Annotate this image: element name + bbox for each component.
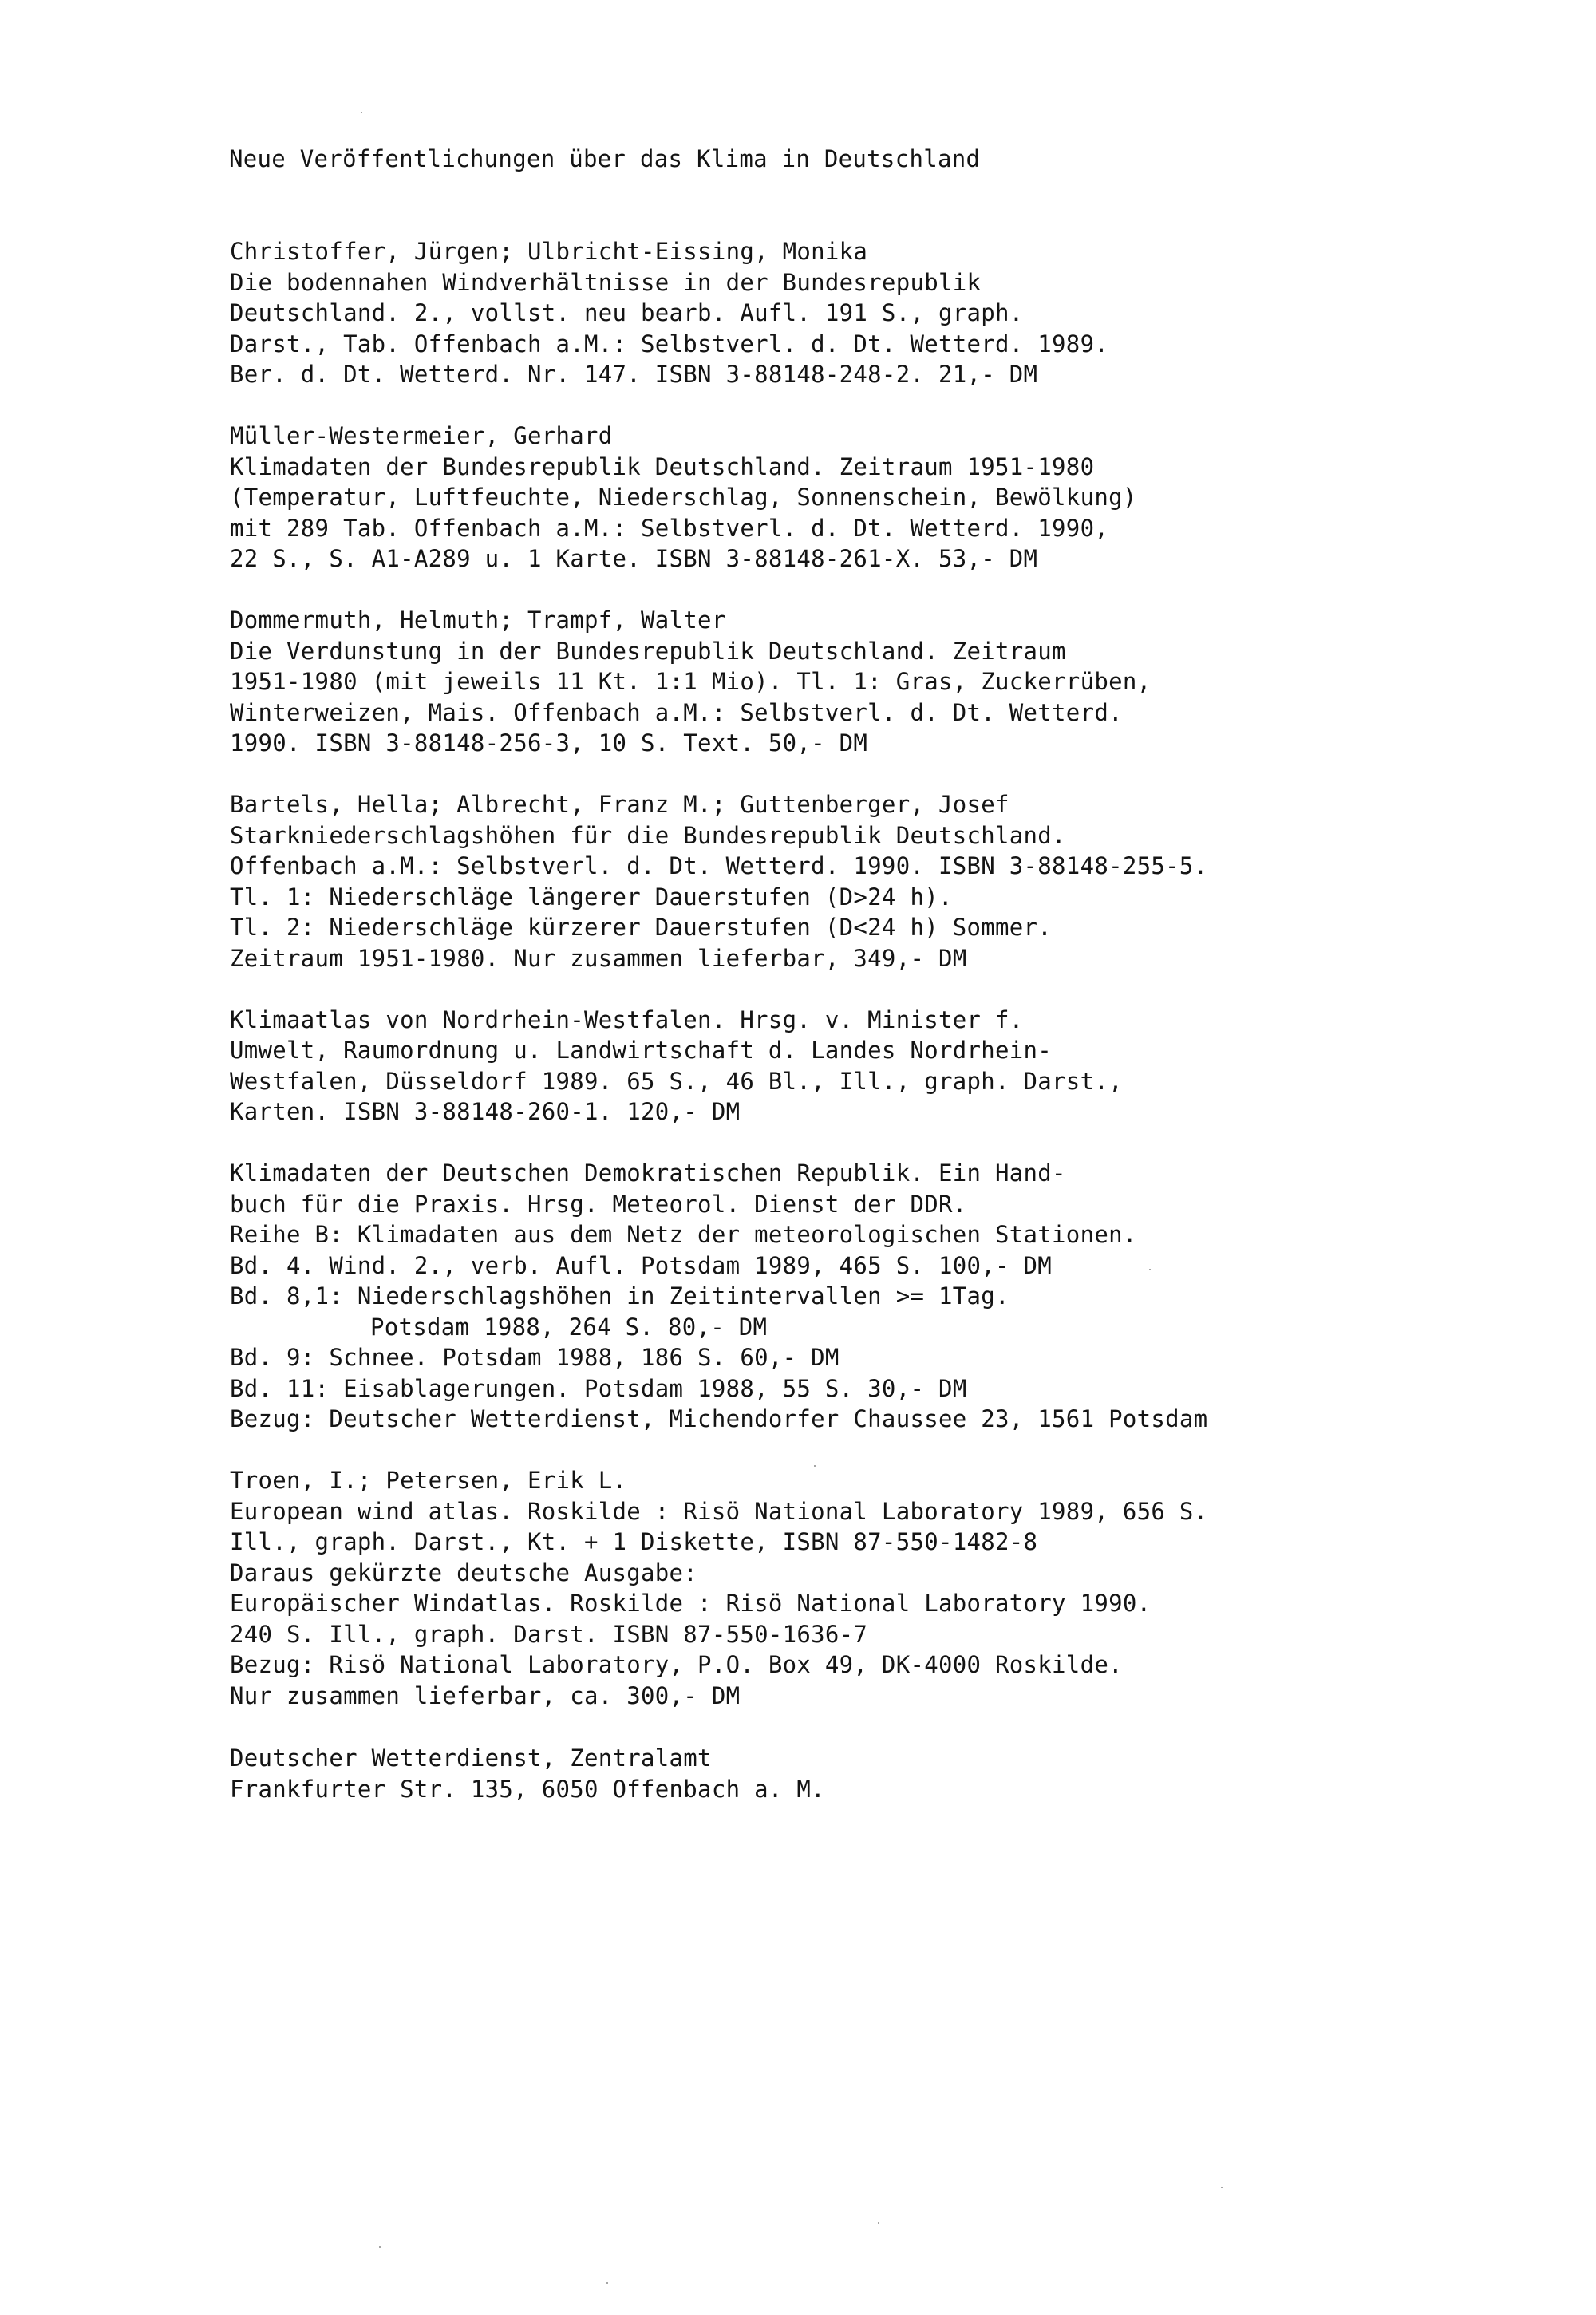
entry-authors: Bartels, Hella; Albrecht, Franz M.; Guttenberger, Josef <box>230 791 1009 818</box>
publication-entry <box>230 605 1570 759</box>
publication-entry <box>230 1465 1570 1711</box>
publisher-address <box>230 1743 825 1804</box>
entry-line: 240 S. Ill., graph. Darst. ISBN 87-550-1636-7 <box>230 1620 868 1648</box>
page-title: Neue Veröffentlichungen über das Klima in Deutschland <box>229 145 981 172</box>
entry-authors: Müller-Westermeier, Gerhard <box>230 422 613 449</box>
publication-list <box>230 236 1570 1742</box>
entry-line: Ill., graph. Darst., Kt. + 1 Diskette, ISBN 87-550-1482-8 <box>230 1528 1038 1555</box>
entry-line: 1990. ISBN 3-88148-256-3, 10 S. Text. 50,- DM <box>230 729 868 757</box>
entry-line: Bezug: Deutscher Wetterdienst, Michendorfer Chaussee 23, 1561 Potsdam <box>230 1405 1208 1432</box>
entry-line: Die Verdunstung in der Bundesrepublik Deutschland. Zeitraum <box>230 637 1066 665</box>
entry-authors: Troen, I.; Petersen, Erik L. <box>230 1467 627 1494</box>
entry-line: Karten. ISBN 3-88148-260-1. 120,- DM <box>230 1098 741 1125</box>
entry-line: Klimadaten der Bundesrepublik Deutschland. Zeitraum 1951-1980 <box>230 452 1095 480</box>
entry-line: Deutschland. 2., vollst. neu bearb. Aufl. 191 S., graph. <box>230 299 1024 326</box>
entry-title: Klimadaten der Deutschen Demokratischen Republik. Ein Hand- <box>230 1159 1066 1187</box>
publication-entry <box>230 236 1570 390</box>
entry-line: Offenbach a.M.: Selbstverl. d. Dt. Wetterd. 1990. ISBN 3-88148-255-5. <box>230 852 1208 879</box>
entry-line: Reihe B: Klimadaten aus dem Netz der meteorologischen Stationen. <box>230 1221 1137 1248</box>
entry-line: Winterweizen, Mais. Offenbach a.M.: Selbstverl. d. Dt. Wetterd. <box>230 698 1123 726</box>
entry-line: Zeitraum 1951-1980. Nur zusammen lieferbar, 349,- DM <box>230 944 967 972</box>
entry-line: Bezug: Risö National Laboratory, P.O. Box 49, DK-4000 Roskilde. <box>230 1651 1123 1678</box>
entry-line: Bd. 11: Eisablagerungen. Potsdam 1988, 55 S. 30,- DM <box>230 1374 967 1402</box>
scan-speck <box>606 2282 608 2284</box>
entry-line: Daraus gekürzte deutsche Ausgabe: <box>230 1558 698 1586</box>
entry-line: Umwelt, Raumordnung u. Landwirtschaft d. Landes Nordrhein- <box>230 1037 1053 1064</box>
address-line: Frankfurter Str. 135, 6050 Offenbach a. M. <box>230 1775 825 1803</box>
entry-line: Potsdam 1988, 264 S. 80,- DM <box>370 1313 768 1341</box>
entry-line: Tl. 1: Niederschläge längerer Dauerstufen (D>24 h). <box>230 883 953 911</box>
entry-line: 22 S., S. A1-A289 u. 1 Karte. ISBN 3-88148-261-X. 53,- DM <box>230 545 1038 572</box>
address-line: Deutscher Wetterdienst, Zentralamt <box>230 1744 712 1772</box>
entry-line: Westfalen, Düsseldorf 1989. 65 S., 46 Bl., Ill., graph. Darst., <box>230 1067 1123 1095</box>
scan-speck <box>1149 1269 1151 1270</box>
entry-line: Darst., Tab. Offenbach a.M.: Selbstverl. d. Dt. Wetterd. 1989. <box>230 330 1109 358</box>
entry-line: Tl. 2: Niederschläge kürzerer Dauerstufen (D<24 h) Sommer. <box>230 914 1053 941</box>
entry-authors: Dommermuth, Helmuth; Trampf, Walter <box>230 606 726 634</box>
entry-line: buch für die Praxis. Hrsg. Meteorol. Dienst der DDR. <box>230 1190 967 1218</box>
entry-title: Klimaatlas von Nordrhein-Westfalen. Hrsg. v. Minister f. <box>230 1005 1024 1033</box>
entry-line: 1951-1980 (mit jeweils 11 Kt. 1:1 Mio). Tl. 1: Gras, Zuckerrüben, <box>230 668 1152 695</box>
scan-speck <box>379 2246 381 2248</box>
entry-line: Bd. 8,1: Niederschlagshöhen in Zeitintervallen >= 1Tag. <box>230 1282 1009 1310</box>
entry-line: Bd. 9: Schnee. Potsdam 1988, 186 S. 60,- DM <box>230 1344 839 1371</box>
entry-line: Ber. d. Dt. Wetterd. Nr. 147. ISBN 3-88148-248-2. 21,- DM <box>230 361 1038 388</box>
publication-entry <box>230 1158 1570 1435</box>
scan-speck <box>814 1465 816 1467</box>
entry-line: (Temperatur, Luftfeuchte, Niederschlag, Sonnenschein, Bewölkung) <box>230 484 1137 511</box>
scan-speck <box>1221 2187 1223 2188</box>
scan-speck <box>878 2222 879 2224</box>
scan-speck <box>361 112 362 113</box>
publication-entry <box>230 421 1570 575</box>
publication-entry <box>230 1005 1570 1128</box>
publication-entry <box>230 789 1570 974</box>
entry-line: Europäischer Windatlas. Roskilde : Risö National Laboratory 1990. <box>230 1590 1152 1617</box>
entry-line: European wind atlas. Roskilde : Risö National Laboratory 1989, 656 S. <box>230 1497 1208 1525</box>
entry-authors: Christoffer, Jürgen; Ulbricht-Eissing, Monika <box>230 238 868 265</box>
entry-line: Starkniederschlagshöhen für die Bundesrepublik Deutschland. <box>230 821 1066 849</box>
entry-line: mit 289 Tab. Offenbach a.M.: Selbstverl. d. Dt. Wetterd. 1990, <box>230 514 1109 542</box>
entry-line: Nur zusammen lieferbar, ca. 300,- DM <box>230 1681 741 1709</box>
entry-line: Bd. 4. Wind. 2., verb. Aufl. Potsdam 1989, 465 S. 100,- DM <box>230 1251 1053 1279</box>
entry-line: Die bodennahen Windverhältnisse in der Bundesrepublik <box>230 268 982 296</box>
